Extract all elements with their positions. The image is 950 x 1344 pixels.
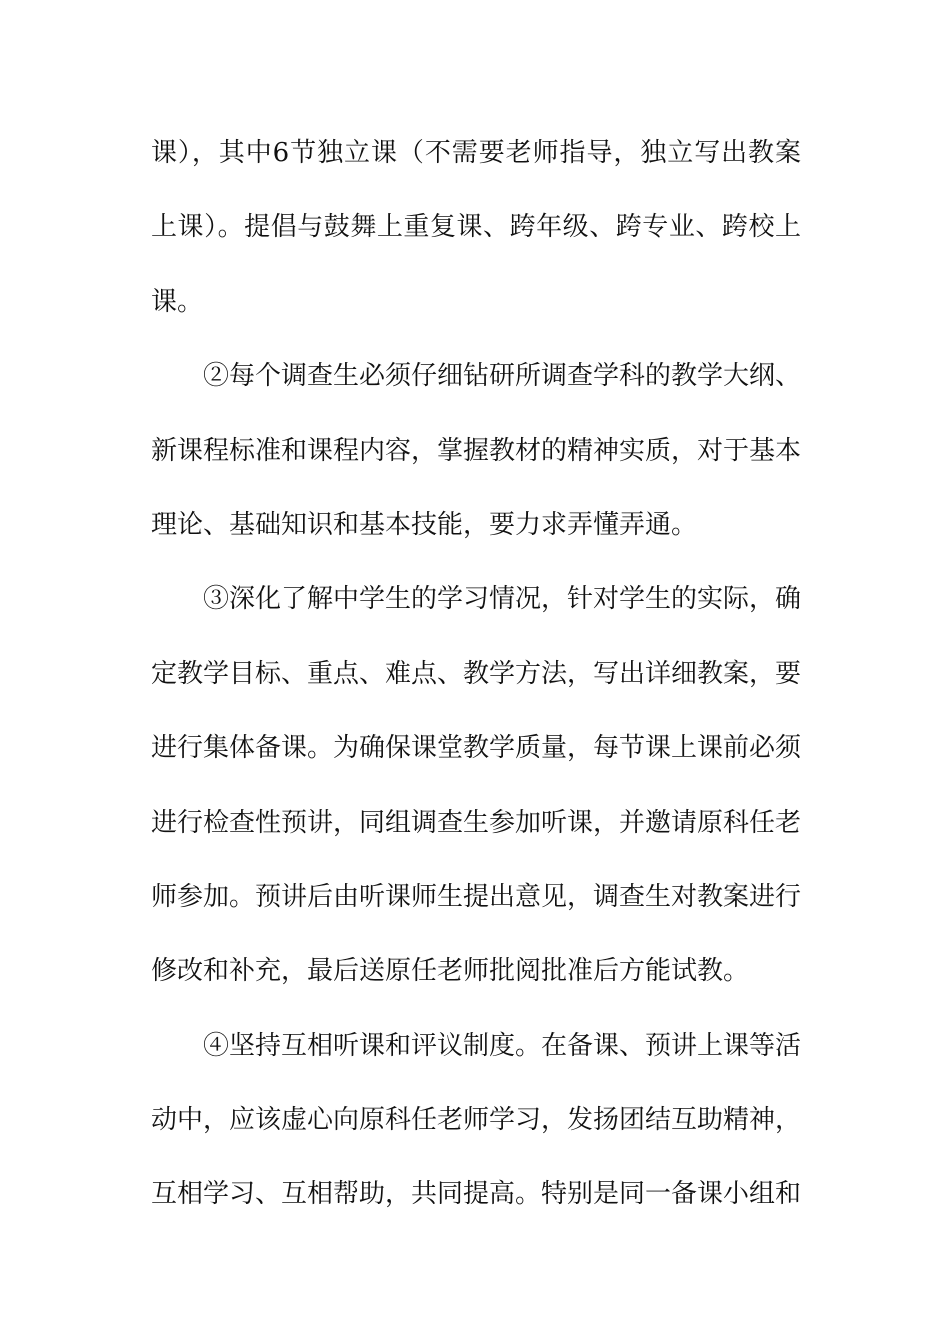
text-line: 课。 bbox=[151, 286, 204, 317]
paragraph-first-line: ③深化了解中学生的学习情况，针对学生的实际，确 bbox=[203, 584, 802, 615]
body-text bbox=[151, 127, 801, 1243]
text-line: 新课程标准和课程内容，掌握教材的精神实质，对于基本 bbox=[151, 435, 802, 466]
paragraph-first-line: ②每个调查生必须仔细钻研所调查学科的教学大纲、 bbox=[203, 361, 802, 392]
text-line: 互相学习、互相帮助，共同提高。特别是同一备课小组和 bbox=[151, 1179, 802, 1210]
text-line: 进行集体备课。为确保课堂教学质量，每节课上课前必须 bbox=[151, 733, 802, 764]
text-line: 动中，应该虚心向原科任老师学习，发扬团结互助精神， bbox=[151, 1105, 802, 1136]
text-line: 理论、基础知识和基本技能，要力求弄懂弄通。 bbox=[151, 509, 698, 540]
text-line: 课），其中6节独立课（不需要老师指导，独立写出教案 bbox=[151, 138, 801, 168]
text-line: 进行检查性预讲，同组调查生参加听课，并邀请原科任老 bbox=[151, 807, 802, 838]
text-line: 修改和补充，最后送原任老师批阅批准后方能试教。 bbox=[151, 956, 750, 987]
paragraph-first-line: ④坚持互相听课和评议制度。在备课、预讲上课等活 bbox=[203, 1030, 802, 1061]
text-line: 定教学目标、重点、难点、教学方法，写出详细教案，要 bbox=[151, 658, 802, 689]
text-line: 师参加。预讲后由听课师生提出意见，调查生对教案进行 bbox=[151, 881, 802, 912]
text-line: 上课）。提倡与鼓舞上重复课、跨年级、跨专业、跨校上 bbox=[151, 212, 801, 243]
